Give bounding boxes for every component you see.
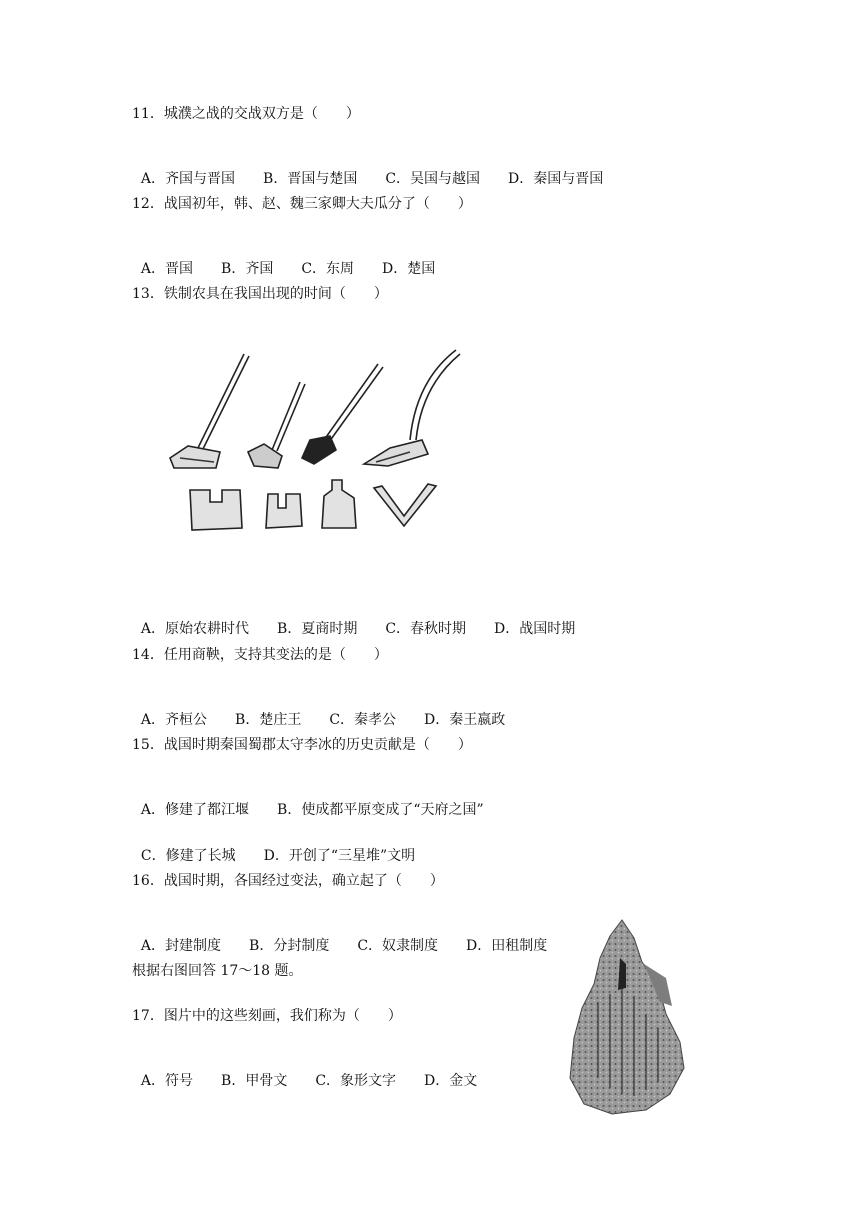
question-14-options	[132, 690, 533, 730]
option: B．甲骨文	[221, 1073, 288, 1089]
option: A．符号	[140, 1073, 194, 1089]
option: C．春秋时期	[385, 621, 467, 637]
option: D．秦国与晋国	[508, 171, 604, 187]
question-12-stem: 12．战国初年，韩、赵、魏三家卿大夫瓜分了（ ）	[132, 196, 472, 212]
option: A．晋国	[140, 261, 194, 277]
option: C．吴国与越国	[385, 171, 481, 187]
option: B．楚庄王	[235, 712, 302, 728]
option: A．封建制度	[140, 938, 222, 954]
option: A．修建了都江堰	[140, 802, 250, 818]
option: D．金文	[424, 1073, 478, 1089]
question-13-stem: 13．铁制农具在我国出现的时间（ ）	[132, 286, 388, 302]
question-11-options	[132, 149, 631, 189]
option: A．齐国与晋国	[140, 171, 236, 187]
option: D．楚国	[382, 261, 436, 277]
question-17-stem: 17．图片中的这些刻画，我们称为（ ）	[132, 1008, 402, 1024]
question-15-stem: 15．战国时期秦国蜀郡太守李冰的历史贡献是（ ）	[132, 737, 472, 753]
option: D．秦王嬴政	[424, 712, 506, 728]
question-14-stem: 14．任用商鞅，支持其变法的是（ ）	[132, 647, 388, 663]
question-15-options-cd	[132, 826, 443, 866]
question-15-options-ab	[132, 780, 512, 820]
question-17-options	[132, 1051, 505, 1091]
question-13-options	[132, 599, 603, 639]
option: D．开创了“三星堆”文明	[263, 848, 416, 864]
option: A．齐桓公	[140, 712, 208, 728]
option: A．原始农耕时代	[140, 621, 250, 637]
oracle-bone-image	[560, 918, 695, 1118]
option: B．使成都平原变成了“天府之国”	[277, 802, 484, 818]
option: C．东周	[301, 261, 355, 277]
question-11-stem: 11．城濮之战的交战双方是（ ）	[132, 106, 360, 122]
option: C．秦孝公	[329, 712, 397, 728]
option: C．奴隶制度	[357, 938, 439, 954]
question-16-stem: 16．战国时期，各国经过变法，确立起了（ ）	[132, 873, 444, 889]
figure-note: 根据右图回答 17～18 题。	[132, 963, 303, 979]
option: B．分封制度	[249, 938, 330, 954]
option: D．战国时期	[494, 621, 576, 637]
iron-tools-illustration	[160, 340, 480, 540]
question-16-options	[132, 916, 575, 956]
option: D．田租制度	[466, 938, 548, 954]
option: B．夏商时期	[277, 621, 358, 637]
question-12-options	[132, 239, 463, 279]
option: C．象形文字	[315, 1073, 397, 1089]
option: B．齐国	[221, 261, 274, 277]
option: C．修建了长城	[140, 848, 236, 864]
option: B．晋国与楚国	[263, 171, 358, 187]
